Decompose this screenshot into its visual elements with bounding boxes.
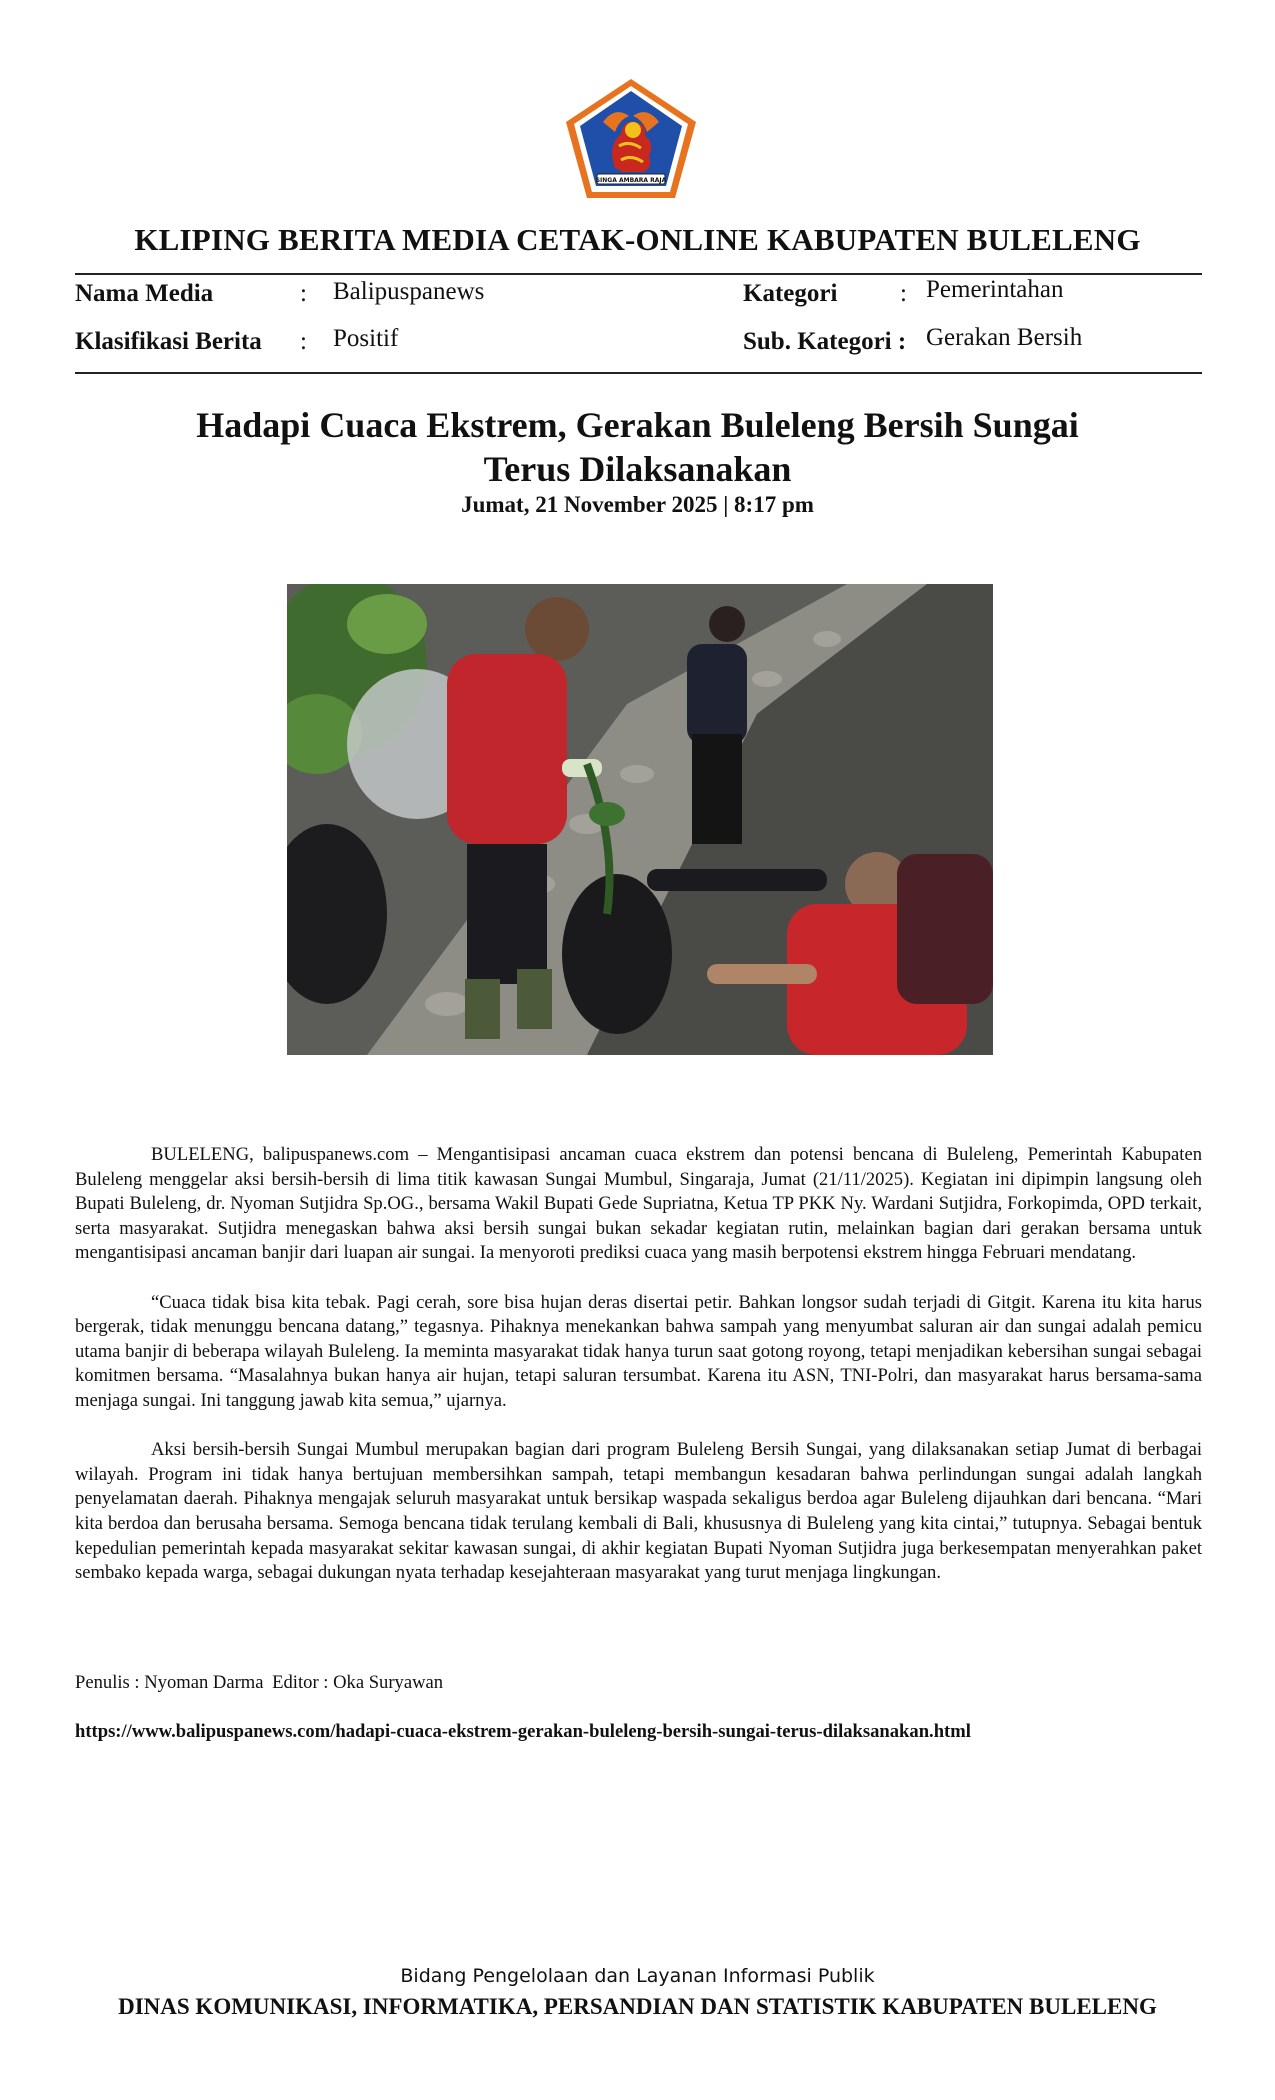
footer-agency: DINAS KOMUNIKASI, INFORMATIKA, PERSANDIAN DAN STATISTIK KABUPATEN BULELENG [118, 1994, 1157, 2019]
article-photo [287, 584, 993, 1055]
singa-ambara-raja-emblem-icon [563, 76, 699, 202]
article-title-line-2: Terus Dilaksanakan [483, 449, 792, 489]
klasifikasi-value: Positif [333, 325, 399, 352]
header-divider-bottom [75, 372, 1202, 374]
kategori-label: Kategori [743, 280, 838, 307]
article-writer: Penulis : Nyoman Darma [75, 1672, 264, 1693]
article-title [150, 403, 1125, 491]
article-credits [75, 1672, 447, 1694]
klasifikasi-separator: : [300, 328, 307, 355]
article-editor: Editor : Oka Suryawan [272, 1672, 444, 1693]
river-cleanup-photo-illustration [287, 584, 993, 1055]
meta-row-subkategori [743, 324, 1203, 360]
klasifikasi-label: Klasifikasi Berita [75, 328, 262, 355]
clipping-header-title: KLIPING BERITA MEDIA CETAK-ONLINE KABUPATEN BULELENG [134, 222, 1141, 257]
article-paragraph-1: BULELENG, balipuspanews.com – Mengantisipasi ancaman cuaca ekstrem dan potensi bencana di Buleleng, Pemerintah Kabupaten Buleleng menggelar aksi bersih-bersih di lima titik kawasan Sungai Mumbul, Singaraja, Jumat (21/11/2025). Kegiatan ini dipimpin langsung oleh Bupati Buleleng, dr. Nyoman Sutjidra Sp.OG., bersama Wakil Bupati Gede Supriatna, Ketua TP PKK Ny. Wardani Sutjidra, Forkopimda, OPD terkait, serta masyarakat. Sutjidra menegaskan bahwa aksi bersih sungai bukan sekadar kegiatan rutin, melainkan bagian dari gerakan bersama untuk mengantisipasi ancaman banjir dari luapan air sungai. Ia menyoroti prediksi cuaca yang masih berpotensi ekstrem hingga Februari mendatang. [75, 1144, 1202, 1264]
article-date: Jumat, 21 November 2025 | 8:17 pm [461, 492, 814, 517]
meta-row-klasifikasi [75, 325, 635, 360]
subkategori-value: Gerakan Bersih [926, 324, 1083, 351]
article-body [75, 1143, 1202, 1610]
article-title-line-1: Hadapi Cuaca Ekstrem, Gerakan Buleleng Bersih Sungai [196, 405, 1079, 445]
kategori-value: Pemerintahan [926, 276, 1064, 303]
article-paragraph-3: Aksi bersih-bersih Sungai Mumbul merupakan bagian dari program Buleleng Bersih Sungai, yang dilaksanakan setiap Jumat di berbagai wilayah. Program ini tidak hanya bertujuan membersihkan sampah, tetapi membangun kesadaran bahwa perlindungan sungai adalah langkah penyelamatan daerah. Pihaknya mengajak seluruh masyarakat untuk bersikap waspada sekaligus berdoa agar Buleleng dijauhkan dari bencana. “Mari kita berdoa dan berusaha bersama. Semoga bencana tidak terulang kembali di Bali, khususnya di Buleleng yang kita cintai,” tutupnya. Sebagai bentuk kepedulian pemerintah kepada masyarakat sekitar kawasan sungai, di akhir kegiatan Bupati Nyoman Sutjidra juga berkesempatan menyerahkan paket sembako kepada warga, sebagai dukungan nyata terhadap kesejahteraan masyarakat yang turut menjaga lingkungan. [75, 1439, 1202, 1584]
article-source-url: https://www.balipuspanews.com/hadapi-cuaca-ekstrem-gerakan-buleleng-bersih-sungai-terus-dilaksanakan.html [75, 1721, 971, 1742]
meta-row-kategori [743, 276, 1203, 312]
subkategori-label: Sub. Kategori : [743, 328, 907, 355]
article-paragraph-2: “Cuaca tidak bisa kita tebak. Pagi cerah, sore bisa hujan deras disertai petir. Bahkan longsor sudah terjadi di Gitgit. Karena itu kita harus bergerak, tidak menunggu bencana datang,” tegasnya. Pihaknya menekankan bahwa sampah yang menyumbat saluran air dan sungai adalah pemicu utama banjir di beberapa wilayah Buleleng. Ia meminta masyarakat tidak hanya turun saat gotong royong, tetapi menjadikan kebersihan sungai sebagai komitmen bersama. “Masalahnya bukan hanya air hujan, tetapi saluran tersumbat. Karena itu ASN, TNI-Polri, dan masyarakat harus bersama-sama menjaga sungai. Ini tanggung jawab kita semua,” ujarnya. [75, 1291, 1202, 1411]
media-label: Nama Media [75, 280, 214, 307]
media-value: Balipuspanews [333, 278, 485, 305]
media-separator: : [300, 280, 307, 307]
emblem-motto: SINGA AMBARA RAJA [595, 177, 667, 184]
buleleng-emblem-logo [563, 76, 699, 202]
footer-unit: Bidang Pengelolaan dan Layanan Informasi Publik [400, 1965, 875, 1987]
meta-row-media [75, 280, 635, 312]
header-divider-top [75, 273, 1202, 275]
kategori-separator: : [900, 280, 907, 307]
